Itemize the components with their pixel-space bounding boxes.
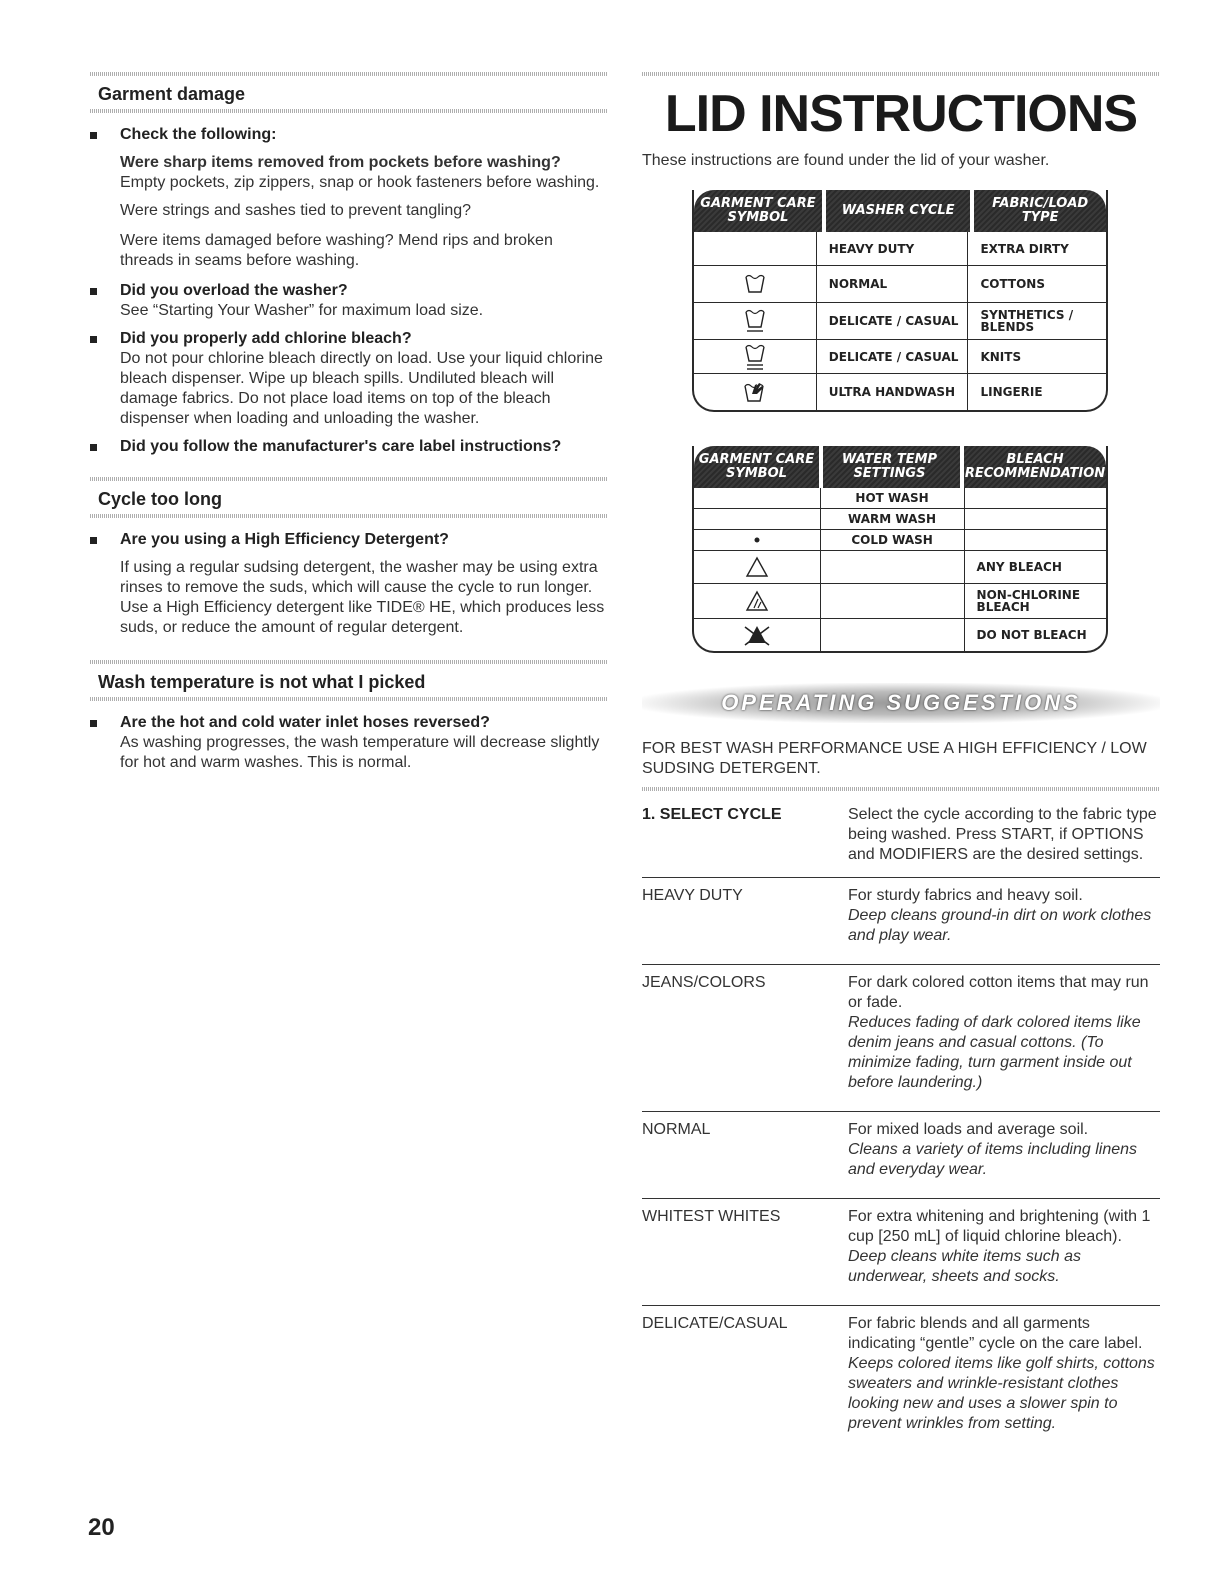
cycle-row	[642, 1111, 1160, 1198]
cycle-note: Deep cleans white items such as underwear, sheets and socks.	[848, 1248, 1081, 1285]
header-cell: GARMENT CARE SYMBOL	[700, 196, 816, 225]
cycle-row	[642, 1305, 1160, 1452]
wash-tub-icon	[744, 273, 766, 295]
divider	[642, 787, 1160, 791]
cycle-name: JEANS/COLORS	[642, 974, 766, 991]
divider	[90, 697, 608, 701]
cycle-description	[848, 886, 1160, 946]
divider	[90, 660, 608, 664]
symbol-cell	[694, 303, 816, 339]
symbol-cell	[694, 266, 816, 302]
table-row	[694, 529, 1106, 550]
question: Did you properly add chlorine bleach?	[120, 330, 412, 347]
cycle-row	[642, 795, 1160, 877]
table-header	[694, 446, 1106, 488]
answer: Empty pockets, zip zippers, snap or hook fasteners before washing.	[120, 174, 600, 191]
question: Did you overload the washer?	[120, 282, 348, 299]
table-row	[694, 583, 1106, 618]
symbol-cell	[694, 232, 816, 265]
table-row	[694, 232, 1106, 265]
divider	[90, 477, 608, 481]
cycle-description	[848, 973, 1160, 1093]
cycle-note: Deep cleans ground-in dirt on work clothes and play wear.	[848, 907, 1152, 944]
cycle-name: WHITEST WHITES	[642, 1208, 781, 1225]
cycle-cell: DELICATE / CASUAL	[816, 340, 968, 373]
symbol-cell	[694, 488, 820, 508]
bleach-cell	[964, 509, 1106, 529]
list-item	[90, 329, 608, 429]
bleach-cell	[964, 530, 1106, 550]
section-title-garment-damage: Garment damage	[98, 84, 246, 104]
water-temp-bleach-table	[692, 446, 1108, 653]
header-cell: WATER TEMP SETTINGS	[819, 446, 960, 488]
question: Were sharp items removed from pockets before washing?	[120, 154, 561, 171]
fabric-cell: KNITS	[967, 340, 1106, 373]
temp-cell	[820, 551, 964, 583]
cycle-row	[642, 964, 1160, 1111]
lid-instructions-column	[642, 72, 1160, 1452]
bleach-cell	[964, 488, 1106, 508]
temp-cell	[820, 584, 964, 618]
list-item	[90, 713, 608, 773]
paragraph: Were items damaged before washing? Mend rips and broken threads in seams before washing.	[120, 232, 553, 269]
banner-text: OPERATING SUGGESTIONS	[721, 690, 1081, 715]
cycle-description	[848, 1314, 1160, 1434]
table-header	[694, 190, 1106, 232]
temp-cell: HOT WASH	[820, 488, 964, 508]
paragraph	[90, 153, 608, 193]
cycle-row	[642, 877, 1160, 964]
cycle-desc-text: For dark colored cotton items that may run or fade.	[848, 974, 1149, 1011]
cycle-desc-text: For fabric blends and all garments indicating “gentle” cycle on the care label.	[848, 1315, 1143, 1352]
header-cell: GARMENT CARE SYMBOL	[698, 452, 815, 481]
cycle-note: Keeps colored items like golf shirts, cottons sweaters and wrinkle-resistant clothes looking new and uses a slower spin to prevent wrinkles from setting.	[848, 1355, 1155, 1432]
header-cell: FABRIC/LOAD TYPE	[970, 190, 1106, 232]
striped-triangle-icon	[745, 590, 769, 612]
bleach-cell: ANY BLEACH	[964, 551, 1106, 583]
question: Are you using a High Efficiency Detergent?	[120, 531, 449, 548]
bleach-cell: NON-CHLORINE BLEACH	[964, 584, 1106, 618]
fabric-cell: EXTRA DIRTY	[967, 232, 1106, 265]
one-dot-icon	[753, 536, 761, 544]
cycle-cell: NORMAL	[816, 266, 968, 302]
list-item	[90, 437, 608, 457]
fabric-cell: COTTONS	[967, 266, 1106, 302]
cycle-row	[642, 1198, 1160, 1305]
header-cell: WASHER CYCLE	[822, 190, 971, 232]
cycle-list	[642, 795, 1160, 1452]
divider	[90, 514, 608, 518]
temp-cell: COLD WASH	[820, 530, 964, 550]
cycle-note: Cleans a variety of items including linens and everyday wear.	[848, 1141, 1138, 1178]
symbol-cell	[694, 340, 816, 373]
cycle-name: NORMAL	[642, 1121, 711, 1138]
header-cell: BLEACH RECOMMENDATION	[960, 446, 1106, 488]
symbol-cell	[694, 584, 820, 618]
divider	[90, 72, 608, 76]
table-row	[694, 550, 1106, 583]
wash-tub-gentle-icon	[744, 343, 766, 371]
section-title-cycle-too-long: Cycle too long	[98, 489, 223, 509]
page-number: 20	[88, 1514, 115, 1541]
paragraph: If using a regular sudsing detergent, the washer may be using extra rinses to remove the suds, which will cause the cycle to run longer. Use a High Efficiency detergent like TIDE® HE, which produces less suds, or reduce the amount of regular detergent.	[120, 559, 605, 636]
symbol-cell	[694, 374, 816, 410]
divider	[90, 109, 608, 113]
answer: Do not pour chlorine bleach directly on load. Use your liquid chlorine bleach dispenser. Wipe up bleach spills. Undiluted bleach will damage fabrics. Do not place load items on top of the bleach dispenser when loading and unloading the washer.	[120, 350, 603, 427]
cycle-description	[848, 1120, 1160, 1180]
fabric-cell: LINGERIE	[967, 374, 1106, 410]
triangle-icon	[745, 556, 769, 578]
symbol-cell	[694, 530, 820, 550]
list-item	[90, 281, 608, 321]
symbol-cell	[694, 619, 820, 651]
answer: As washing progresses, the wash temperature will decrease slightly for hot and warm washes. This is normal.	[120, 734, 600, 771]
page-title: LID INSTRUCTIONS	[664, 85, 1138, 143]
crossed-triangle-icon	[742, 623, 772, 647]
paragraph: Were strings and sashes tied to prevent tangling?	[120, 202, 472, 219]
list-item	[90, 125, 608, 145]
temp-cell	[820, 619, 964, 651]
cycle-name: DELICATE/CASUAL	[642, 1315, 788, 1332]
cycle-desc-text: Select the cycle according to the fabric type being washed. Press START, if OPTIONS and MODIFIERS are the desired settings.	[848, 806, 1157, 863]
section-title-wash-temperature: Wash temperature is not what I picked	[98, 672, 426, 692]
divider	[642, 72, 1160, 76]
cycle-cell: DELICATE / CASUAL	[816, 303, 968, 339]
temp-cell: WARM WASH	[820, 509, 964, 529]
operating-suggestions-banner	[642, 683, 1160, 723]
subtitle: These instructions are found under the lid of your washer.	[642, 152, 1050, 169]
table-row	[694, 618, 1106, 651]
cycle-desc-text: For sturdy fabrics and heavy soil.	[848, 887, 1083, 904]
cycle-cell: HEAVY DUTY	[816, 232, 968, 265]
cycle-description	[848, 805, 1160, 865]
cycle-desc-text: For extra whitening and brightening (with 1 cup [250 mL] of liquid chlorine bleach).	[848, 1208, 1151, 1245]
question: Check the following:	[120, 126, 277, 143]
answer: See “Starting Your Washer” for maximum load size.	[120, 302, 484, 319]
cycle-note: Reduces fading of dark colored items like denim jeans and casual cottons. (To minimize fading, turn garment inside out before laundering.)	[848, 1014, 1141, 1091]
question: Are the hot and cold water inlet hoses reversed?	[120, 714, 490, 731]
symbol-cell	[694, 509, 820, 529]
fabric-cell: SYNTHETICS / BLENDS	[967, 303, 1106, 339]
list-item	[90, 530, 608, 550]
table-row	[694, 265, 1106, 302]
cycle-cell: ULTRA HANDWASH	[816, 374, 968, 410]
symbol-cell	[694, 551, 820, 583]
wash-tub-permanent-press-icon	[744, 308, 766, 334]
table-row	[694, 488, 1106, 508]
table-row	[694, 373, 1106, 410]
hand-wash-icon	[743, 380, 767, 404]
bleach-cell: DO NOT BLEACH	[964, 619, 1106, 651]
cycle-name: 1. SELECT CYCLE	[642, 806, 782, 823]
cycle-desc-text: For mixed loads and average soil.	[848, 1121, 1089, 1138]
table-row	[694, 339, 1106, 373]
table-row	[694, 302, 1106, 339]
cycle-name: HEAVY DUTY	[642, 887, 743, 904]
washer-cycle-table	[692, 190, 1108, 412]
table-row	[694, 508, 1106, 529]
question: Did you follow the manufacturer's care label instructions?	[120, 438, 562, 455]
detergent-note: FOR BEST WASH PERFORMANCE USE A HIGH EFFICIENCY / LOW SUDSING DETERGENT.	[642, 740, 1147, 777]
cycle-description	[848, 1207, 1160, 1287]
troubleshooting-column	[90, 72, 608, 781]
